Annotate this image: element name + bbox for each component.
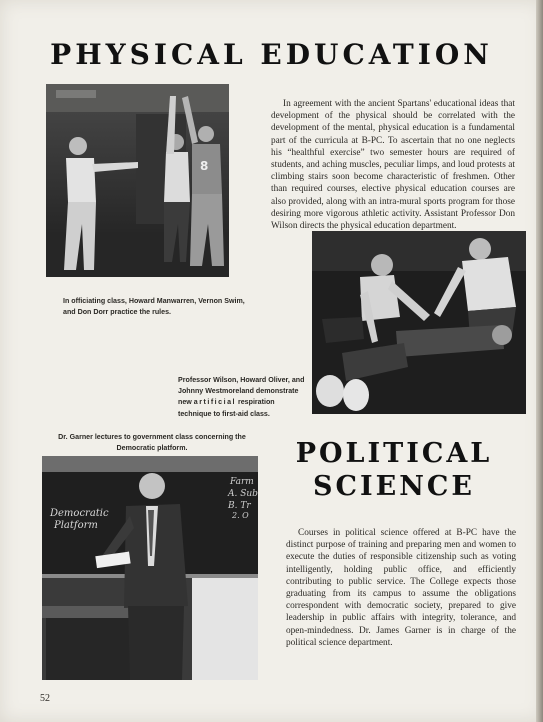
photo-artificial-respiration-image [312, 231, 526, 414]
chalkboard-right-line2: A. Sub [228, 489, 258, 499]
political-science-body: Courses in political science offered at B-PC have the distinct purpose of training and preparing men and women to execute the duties of responsible citizenship such as voting intelligently, holding public office, and efficiently contributing to public service. The College expects those graduating from its campus to assume the obligations correspondent with democratic society, prepared to give leadership in public affairs with integrity, tolerance, and open-mindedness. Dr. James Garner is in charge of the political science department. [286, 528, 516, 648]
chalkboard-right-line3: B. Tr [228, 501, 251, 511]
photo-garner-lecture [42, 456, 258, 680]
chalkboard-left-line1: Democratic [50, 508, 109, 519]
chalkboard-right-line1: Farm [230, 477, 254, 487]
photo-garner-lecture-image [42, 456, 258, 680]
caption-garner-lecture: Dr. Garner lectures to government class concerning the Democratic platform. [58, 433, 246, 453]
physical-education-body: In agreement with the ancient Spartans' educational ideas that development of the physical should be correlated with the development of the mental, physical education is a fundamental part of the curricula at B-PC. To ascertain that no one neglects his “healthful exercise” two semester hours are required of students, and aching muscles, peculiar limps, and loud protests at climbing stairs soon become characteristic of freshmen. Other than required courses, elective physical education courses are also provided, along with an intra-mural sports program for those desiring more vigorous athletic activity. Assistant Professor Don Wilson directs the physical education department. [271, 99, 515, 232]
physical-education-title: PHYSICAL EDUCATION [50, 38, 493, 71]
caption-respiration-before: Professor Wilson, Howard Oliver, and Johnny Westmoreland demonstrate new [178, 376, 305, 407]
caption-respiration-after: respiration technique to first-aid class. [178, 398, 275, 418]
political-science-title-line1: POLITICAL [295, 438, 493, 469]
caption-officiating-class: In officiating class, Howard Manwarren, Vernon Swim, and Don Dorr practice the rules. [63, 297, 245, 317]
page-number: 52 [40, 693, 50, 704]
photo-artificial-respiration [312, 231, 526, 414]
photo-officiating-class [46, 84, 229, 277]
page-spine-edge [536, 0, 543, 722]
caption-respiration-emphasis: artificial [193, 398, 236, 407]
photo-officiating-class-image [46, 84, 229, 277]
svg-text:8: 8 [200, 159, 209, 173]
chalkboard-right-line4: 2. O [232, 511, 249, 520]
caption-artificial-respiration [178, 375, 310, 420]
political-science-title-line2: SCIENCE [313, 471, 475, 502]
chalkboard-left-line2: Platform [54, 520, 98, 531]
